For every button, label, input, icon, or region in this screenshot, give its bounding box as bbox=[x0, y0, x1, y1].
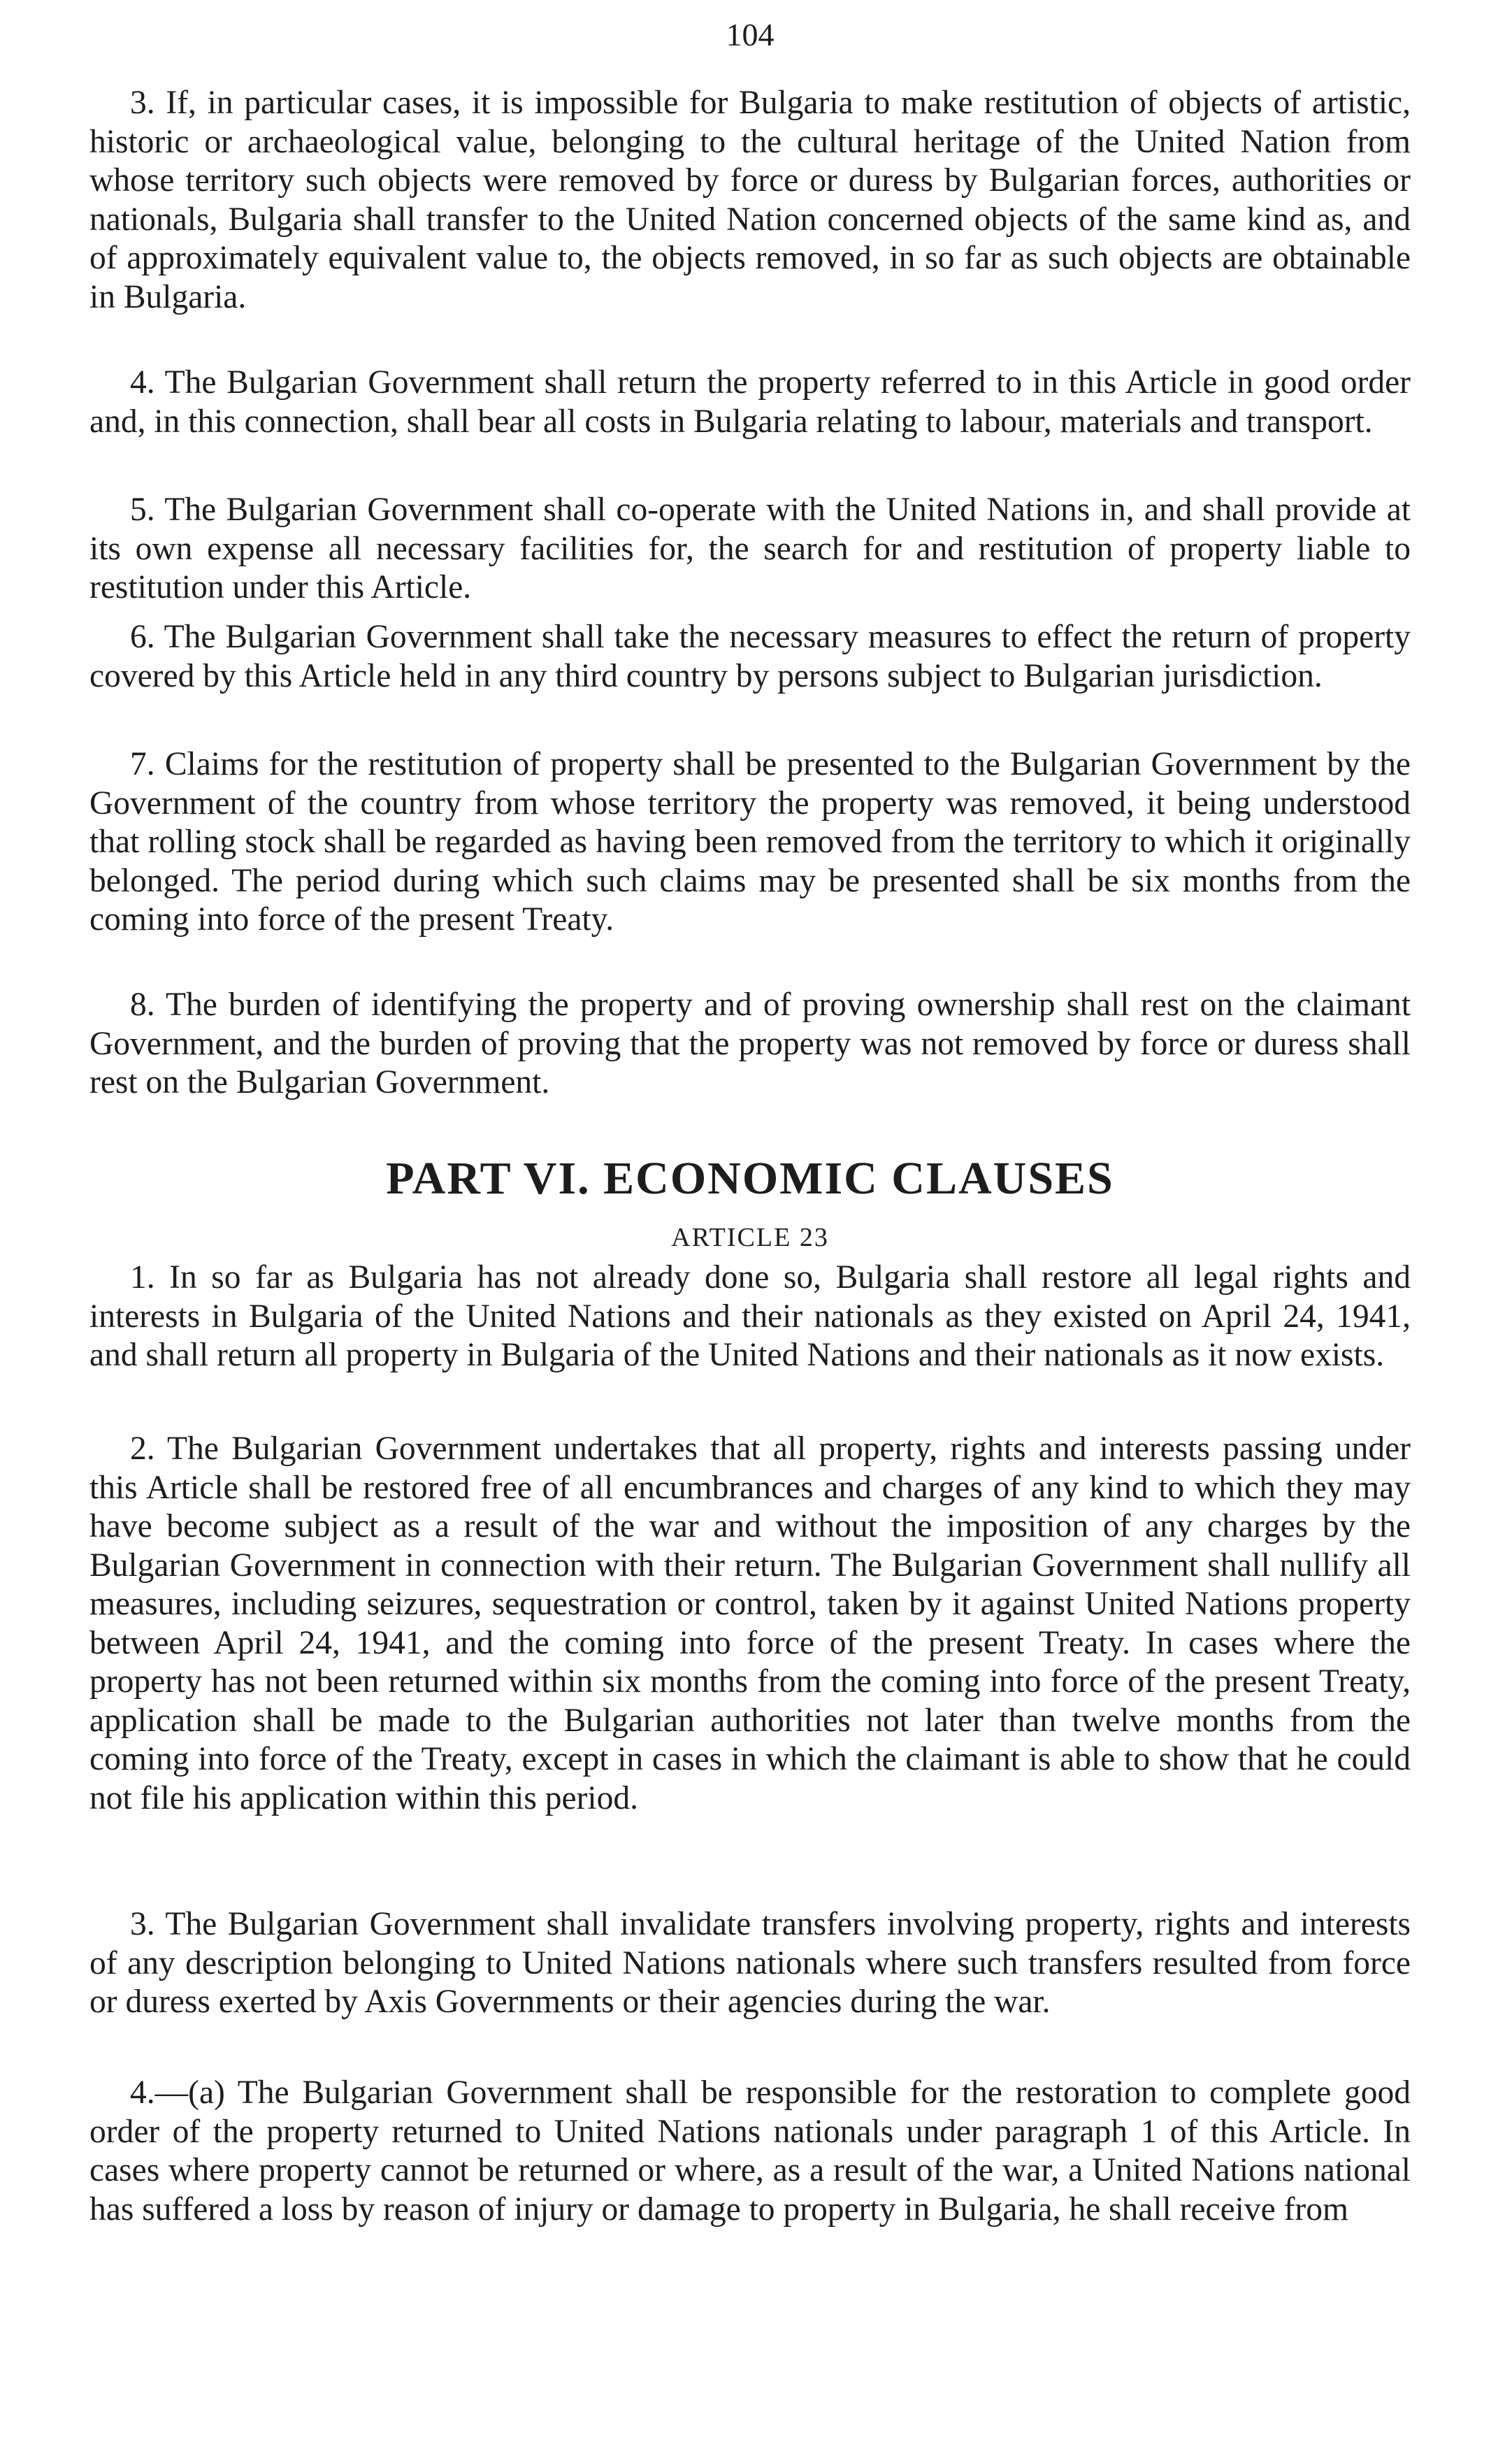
article-paragraph-4a: 4.—(a) The Bulgarian Government shall be responsible for the restoration to complete good order of the property returned to United Nations nationals under paragraph 1 of this Article. In cases where property cannot be returned or where, as a result of the war, a United Nations national has suffered a loss by reason of injury or damage to property in Bulgaria, he shall receive from bbox=[89, 2074, 1411, 2228]
article-paragraph-3: 3. The Bulgarian Government shall invalidate transfers involving property, rights and interests of any description belonging to United Nations nationals where such transfers resulted from force or duress exerted by Axis Governments or their agencies during the war. bbox=[89, 1906, 1411, 2020]
paragraph-3-cultural-objects: 3. If, in particular cases, it is impossible for Bulgaria to make restitution of objects of artistic, historic or archaeological value, belonging to the cultural heritage of the United Nation from whose territory such objects were removed by force or duress by Bulgarian forces, authorities or nationals, Bulgaria shall transfer to the United Nation concerned objects of the same kind as, and of approximately equivalent value to, the objects removed, in so far as such objects are obtainable in Bulgaria. bbox=[89, 85, 1411, 315]
page-number: 104 bbox=[726, 17, 775, 52]
article-paragraph-1: 1. In so far as Bulgaria has not already done so, Bulgaria shall restore all legal rights and interests in Bulgaria of the United Nations and their nationals as they existed on April 24, 1941, and shall return all property in Bulgaria of the United Nations and their nationals as it now exists. bbox=[89, 1259, 1411, 1373]
part-heading: PART VI. ECONOMIC CLAUSES bbox=[386, 1153, 1114, 1204]
article-heading: ARTICLE 23 bbox=[671, 1223, 829, 1252]
paragraph-7-claims: 7. Claims for the restitution of property shall be presented to the Bulgarian Government by the Government of the country from whose territory the property was removed, it being understood that rolling stock shall be regarded as having been removed from the territory to which it originally belonged. The period during which such claims may be presented shall be six months from the coming into force of the present Treaty. bbox=[89, 746, 1411, 938]
paragraph-5-co-operation: 5. The Bulgarian Government shall co-operate with the United Nations in, and shall provide at its own expense all necessary facilities for, the search for and restitution of property liable to restitution under this Article. bbox=[89, 492, 1411, 605]
paragraph-6-third-country: 6. The Bulgarian Government shall take the necessary measures to effect the return of property covered by this Article held in any third country by persons subject to Bulgarian jurisdiction. bbox=[89, 619, 1411, 694]
article-paragraph-2: 2. The Bulgarian Government undertakes that all property, rights and interests passing under this Article shall be restored free of all encumbrances and charges of any kind to which they may have become subject as a result of the war and without the imposition of any charges by the Bulgarian Government in connection with their return. The Bulgarian Government shall nullify all measures, including seizures, sequestration or control, taken by it against United Nations property between April 24, 1941, and the coming into force of the present Treaty. In cases where the property has not been returned within six months from the coming into force of the present Treaty, application shall be made to the Bulgarian authorities not later than twelve months from the coming into force of the Treaty, except in cases in which the claimant is able to show that he could not file his application within this period. bbox=[89, 1430, 1411, 1816]
paragraph-8-burden: 8. The burden of identifying the property and of proving ownership shall rest on the claimant Government, and the burden of proving that the property was not removed by force or duress shall rest on the Bulgarian Government. bbox=[89, 987, 1411, 1100]
paragraph-4-return-property: 4. The Bulgarian Government shall return the property referred to in this Article in good order and, in this connection, shall bear all costs in Bulgaria relating to labour, materials and transport. bbox=[89, 364, 1411, 440]
